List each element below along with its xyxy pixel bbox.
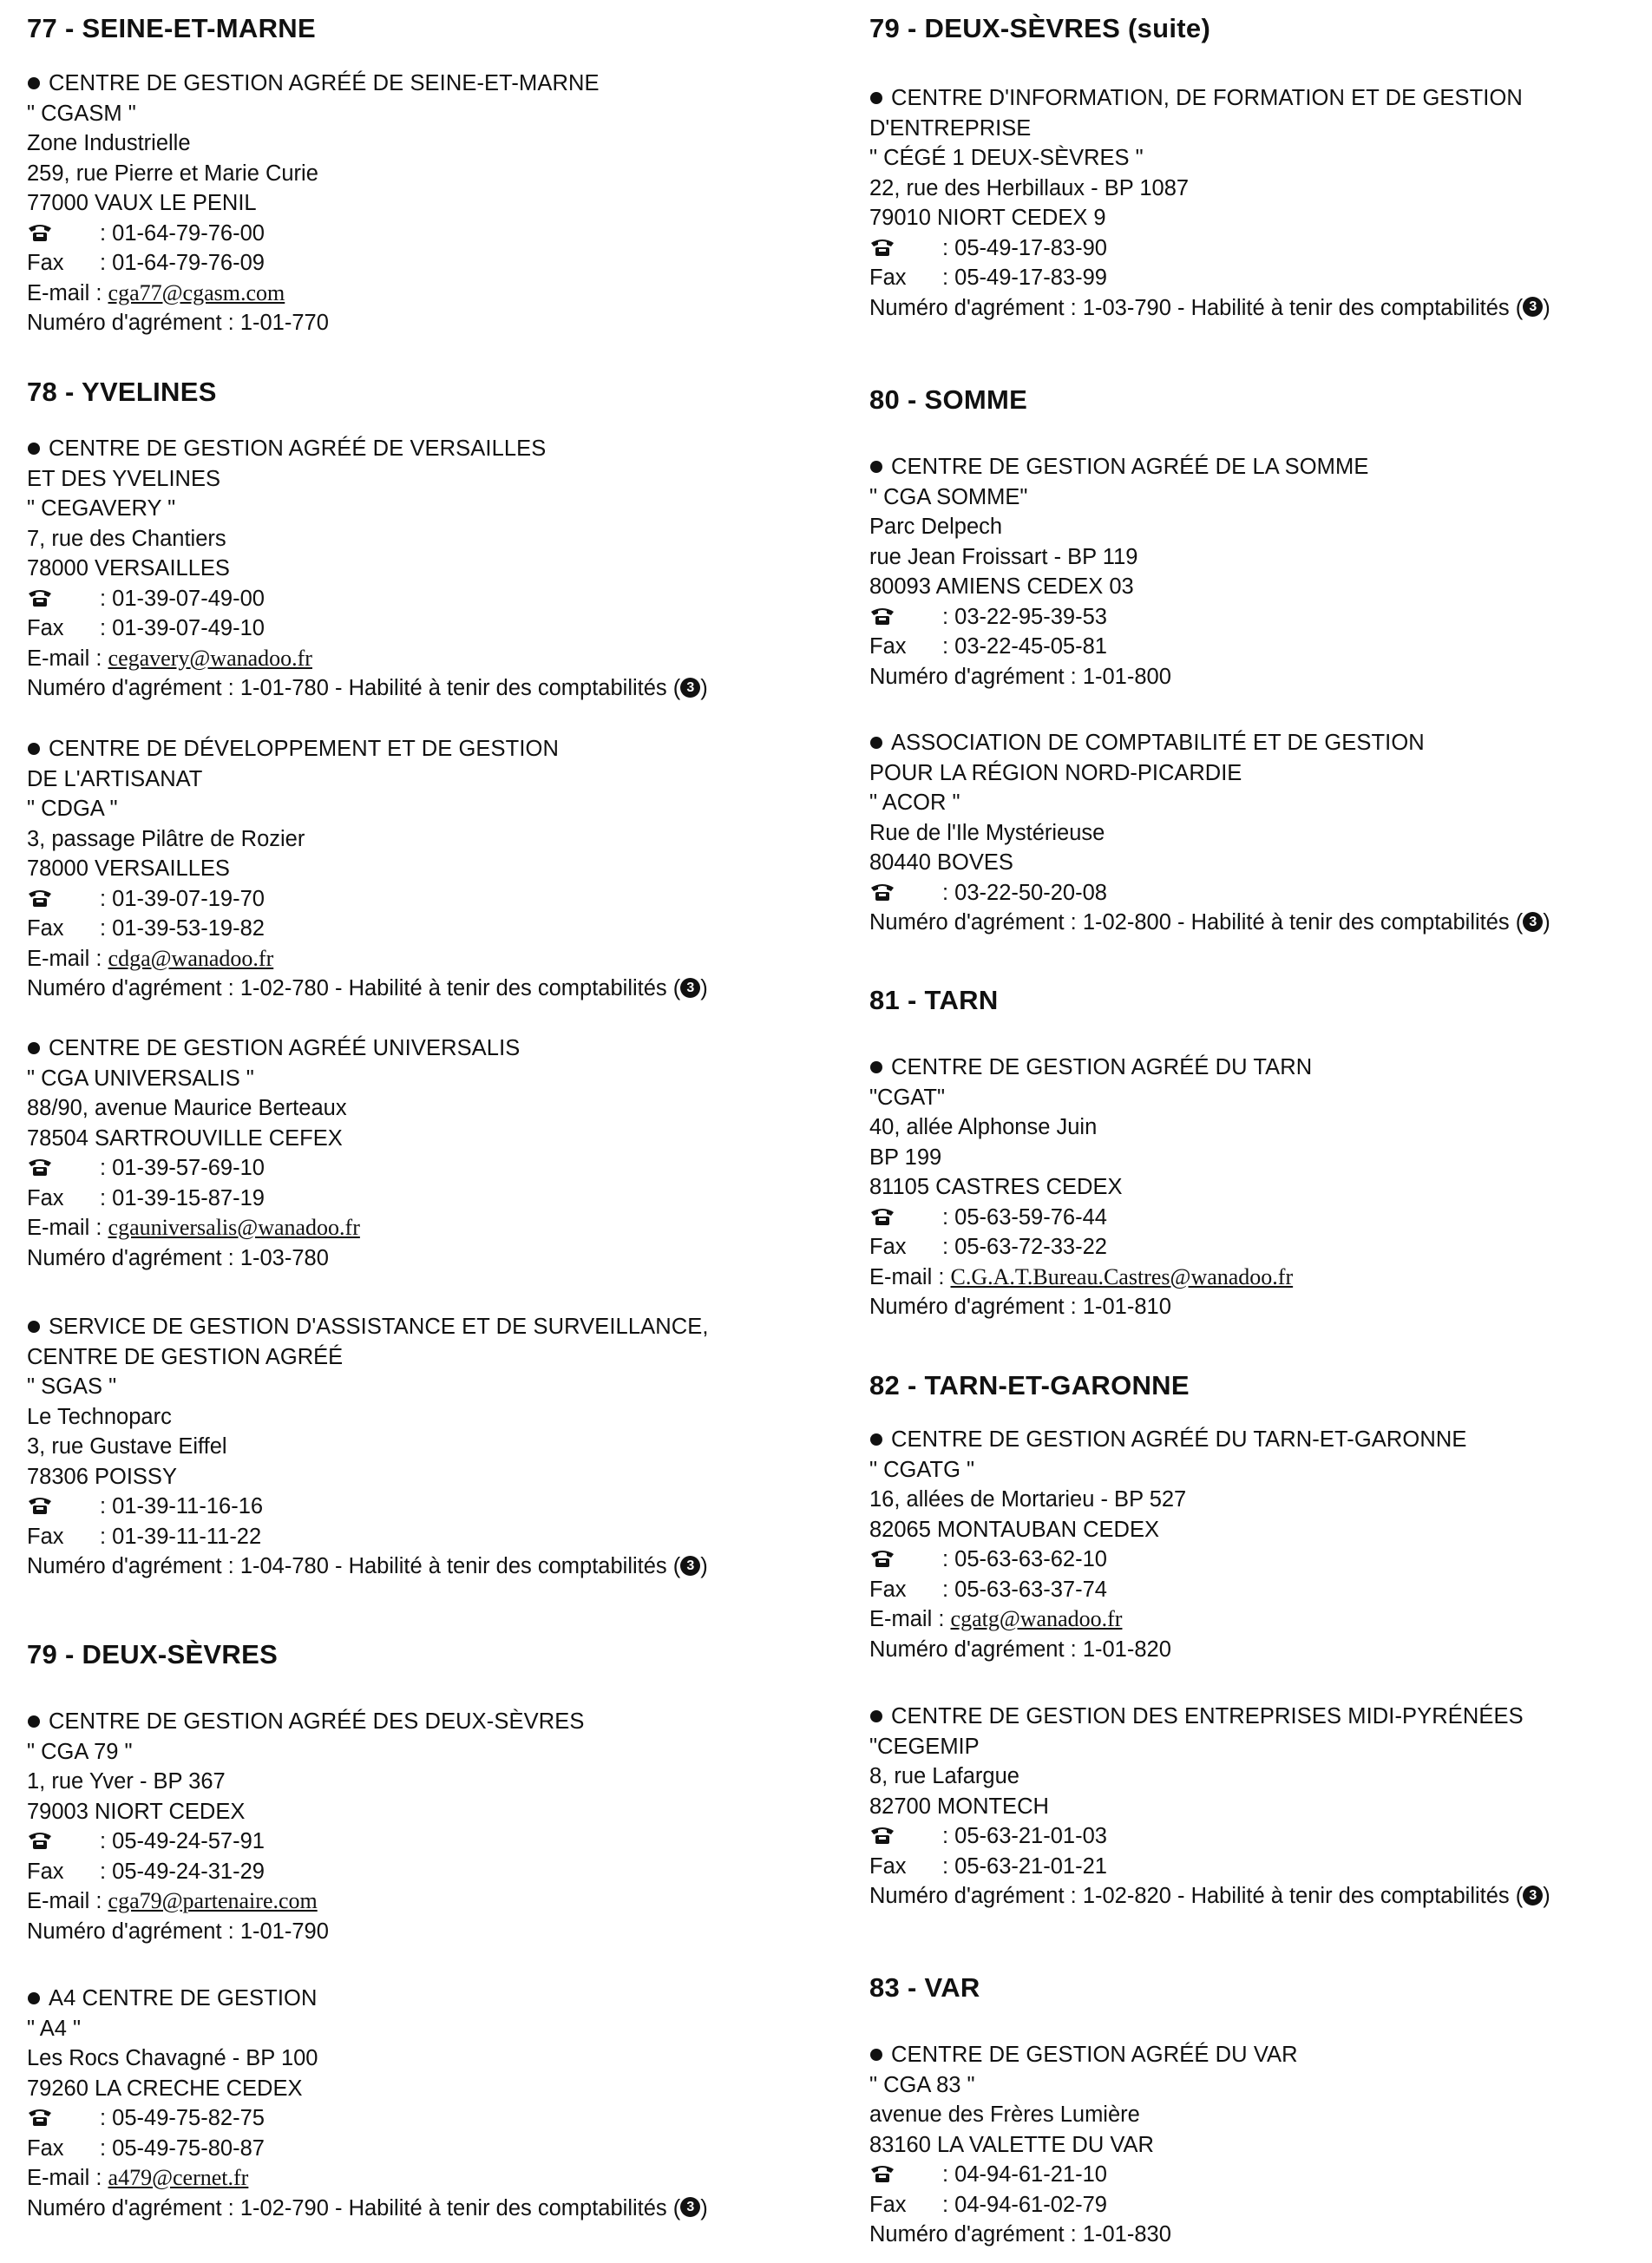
bullet-icon	[870, 1710, 882, 1722]
entry-abbreviation: " ACOR "	[869, 790, 960, 815]
entry-name: CENTRE DE GESTION AGRÉÉ DU TARN-ET-GARONNE	[891, 1427, 1467, 1452]
city-line: 78000 VERSAILLES	[27, 856, 230, 881]
telephone-icon	[869, 2164, 895, 2183]
address-line: Les Rocs Chavagné - BP 100	[27, 2046, 318, 2070]
section-79-suite	[869, 12, 1210, 45]
telephone-icon	[27, 588, 53, 607]
entry-cegemip: CENTRE DE GESTION DES ENTREPRISES MIDI-PYRÉNÉES "CEGEMIP 8, rue Lafargue 82700 MONTECH : 05-63-21-01-03 Fax : 05-63-21-01-21 Numéro d'agrément : 1-02-820 - Habilité à tenir des comptabilités ( 3 )	[869, 1704, 1550, 1908]
entry-abbreviation: "CEGEMIP	[869, 1734, 980, 1759]
department-heading: 83 - VAR	[869, 1972, 980, 2003]
agrement-label: Numéro d'agrément :	[27, 676, 234, 700]
habilite-text: Habilité à tenir des comptabilités	[348, 2195, 667, 2220]
email-link[interactable]: cegavery@wanadoo.fr	[108, 645, 312, 671]
email-link[interactable]: a479@cernet.fr	[108, 2165, 249, 2190]
city-line: 78000 VERSAILLES	[27, 556, 230, 581]
entry-abbreviation: "CGAT"	[869, 1085, 946, 1110]
entry-abbreviation: " CGASM "	[27, 101, 136, 126]
agrement-label: Numéro d'agrément :	[869, 2222, 1077, 2247]
telephone-number: : 01-39-11-16-16	[100, 1494, 264, 1519]
habilite-text: Habilité à tenir des comptabilités	[1190, 1884, 1510, 1908]
entry-abbreviation: " CDGA "	[27, 797, 118, 821]
entry-abbreviation: " SGAS "	[27, 1374, 117, 1399]
city-line: 80440 BOVES	[869, 850, 1013, 875]
entry-abbreviation: " CÉGÉ 1 DEUX-SÈVRES "	[869, 146, 1144, 170]
habilite-text: Habilité à tenir des comptabilités	[348, 676, 667, 700]
address-line: avenue des Frères Lumière	[869, 2102, 1140, 2127]
fax-number: : 05-49-75-80-87	[100, 2135, 265, 2161]
entry-name: CENTRE DE GESTION AGRÉÉ DE VERSAILLES	[49, 436, 547, 461]
entry-name-continued: ET DES YVELINES	[27, 466, 220, 491]
fax-number: : 04-94-61-02-79	[942, 2192, 1107, 2217]
agrement-label: Numéro d'agrément :	[27, 1245, 234, 1270]
entry-cgasm	[27, 69, 600, 338]
bullet-icon	[870, 737, 882, 749]
habilite-text: Habilité à tenir des comptabilités	[348, 976, 667, 1000]
department-heading: 82 - TARN-ET-GARONNE	[869, 1370, 1190, 1400]
telephone-icon	[869, 1549, 895, 1568]
entry-name: ASSOCIATION DE COMPTABILITÉ ET DE GESTION	[891, 731, 1425, 755]
agrement-number: 1-01-820	[1082, 1637, 1171, 1662]
agrement-number: 1-03-780	[239, 1245, 329, 1270]
address-line: 8, rue Lafargue	[869, 1764, 1019, 1788]
habilite-text: Habilité à tenir des comptabilités	[1190, 295, 1510, 320]
agrement-label: Numéro d'agrément :	[869, 1884, 1077, 1908]
entry-name: SERVICE DE GESTION D'ASSISTANCE ET DE SURVEILLANCE,	[49, 1315, 709, 1339]
telephone-number: : 03-22-95-39-53	[942, 604, 1107, 629]
bullet-icon	[870, 92, 882, 104]
entry-abbreviation: " CGA 79 "	[27, 1739, 133, 1764]
agrement-label: Numéro d'agrément :	[27, 311, 234, 335]
agrement-number: 1-04-780 -	[239, 1554, 343, 1578]
entry-cga-universalis	[27, 1033, 520, 1273]
agrement-label: Numéro d'agrément :	[869, 1295, 1077, 1319]
fax-label: Fax	[869, 266, 907, 290]
email-label: E-mail :	[27, 2166, 102, 2190]
telephone-icon	[869, 1826, 895, 1845]
city-line: 82700 MONTECH	[869, 1794, 1049, 1819]
fax-number: : 01-39-53-19-82	[100, 916, 265, 941]
fax-label: Fax	[27, 1185, 64, 1210]
email-link[interactable]: cgatg@wanadoo.fr	[950, 1606, 1123, 1631]
entry-name: CENTRE D'INFORMATION, DE FORMATION ET DE GESTION	[891, 86, 1523, 110]
agrement-number: 1-02-820 -	[1082, 1884, 1185, 1908]
address-line: 40, allée Alphonse Juin	[869, 1115, 1098, 1139]
entry-abbreviation: " CGA 83 "	[869, 2072, 975, 2097]
section-78	[27, 376, 217, 409]
entry-acor: ASSOCIATION DE COMPTABILITÉ ET DE GESTION POUR LA RÉGION NORD-PICARDIE " ACOR " Rue de l'Ile Mystérieuse 80440 BOVES : 03-22-50-20-08 Numéro d'agrément : 1-02-800 - Habilité à tenir des comptabilités ( 3 )	[869, 731, 1550, 935]
address-line: rue Jean Froissart - BP 119	[869, 544, 1138, 569]
telephone-icon	[27, 1496, 53, 1515]
email-label: E-mail :	[27, 280, 102, 305]
section-82	[869, 1369, 1190, 1402]
entry-a4: A4 CENTRE DE GESTION " A4 " Les Rocs Chavagné - BP 100 79260 LA CRECHE CEDEX : 05-49-75-82-75 Fax : 05-49-75-80-87 E-mail : a479@cernet.fr Numéro d'agrément : 1-02-790 - Habilité à tenir des comptabilités ( 3 )	[27, 1986, 708, 2220]
agrement-number: 1-02-780 -	[239, 976, 343, 1000]
telephone-number: : 01-39-57-69-10	[100, 1156, 265, 1180]
telephone-number: : 03-22-50-20-08	[942, 880, 1107, 905]
telephone-icon	[27, 889, 53, 908]
telephone-number: : 01-64-79-76-00	[100, 220, 265, 246]
address-line: Zone Industrielle	[27, 131, 191, 155]
circled-number-badge: 3	[680, 978, 700, 998]
fax-label: Fax	[27, 616, 64, 640]
fax-label: Fax	[27, 2135, 64, 2161]
fax-number: : 05-49-17-83-99	[942, 266, 1107, 290]
email-link[interactable]: cga77@cgasm.com	[108, 279, 285, 305]
telephone-icon	[869, 607, 895, 626]
bullet-icon	[28, 743, 40, 755]
telephone-icon	[27, 1831, 53, 1850]
agrement-label: Numéro d'agrément :	[869, 295, 1077, 320]
bullet-icon	[870, 461, 882, 473]
entry-name: CENTRE DE DÉVELOPPEMENT ET DE GESTION	[49, 737, 559, 761]
bullet-icon	[28, 1715, 40, 1728]
fax-number: : 01-39-07-49-10	[100, 616, 265, 640]
agrement-label: Numéro d'agrément :	[869, 1637, 1077, 1662]
address-line: 259, rue Pierre et Marie Curie	[27, 161, 318, 186]
agrement-number: 1-02-800 -	[1082, 910, 1185, 935]
entry-name: CENTRE DE GESTION AGRÉÉ DU TARN	[891, 1055, 1313, 1079]
telephone-number: : 01-39-07-19-70	[100, 886, 265, 911]
address-line: 3, rue Gustave Eiffel	[27, 1434, 227, 1459]
telephone-icon	[27, 2108, 53, 2127]
address-line: 88/90, avenue Maurice Berteaux	[27, 1096, 347, 1120]
telephone-icon	[869, 238, 895, 257]
fax-number: : 03-22-45-05-81	[942, 634, 1107, 659]
entry-cegavery: CENTRE DE GESTION AGRÉÉ DE VERSAILLES ET DES YVELINES " CEGAVERY " 7, rue des Chantiers 78000 VERSAILLES : 01-39-07-49-00 Fax : 01-39-07-49-10 E-mail : cegavery@wanadoo.fr Numéro d'agrément : 1-01-780 - Habilité à tenir des comptabilités ( 3 )	[27, 436, 708, 700]
telephone-icon	[27, 223, 53, 242]
entry-name: CENTRE DE GESTION AGRÉÉ DE SEINE-ET-MARNE	[49, 71, 600, 95]
circled-number-badge: 3	[1523, 297, 1543, 317]
address-line: Parc Delpech	[869, 515, 1003, 539]
entry-name: CENTRE DE GESTION AGRÉÉ DE LA SOMME	[891, 455, 1369, 479]
telephone-number: : 05-49-17-83-90	[942, 235, 1107, 260]
entry-abbreviation: " CGA SOMME"	[869, 484, 1028, 509]
address-line: 3, passage Pilâtre de Rozier	[27, 826, 305, 851]
entry-cdga: CENTRE DE DÉVELOPPEMENT ET DE GESTION DE L'ARTISANAT " CDGA " 3, passage Pilâtre de Rozier 78000 VERSAILLES : 01-39-07-19-70 Fax : 01-39-53-19-82 E-mail : cdga@wanadoo.fr Numéro d'agrément : 1-02-780 - Habilité à tenir des comptabilités ( 3 )	[27, 737, 708, 1000]
bullet-icon	[870, 1061, 882, 1073]
city-line: 79010 NIORT CEDEX 9	[869, 206, 1106, 230]
email-label: E-mail :	[27, 646, 102, 671]
entry-cga83	[869, 2040, 1298, 2250]
email-link[interactable]: cdga@wanadoo.fr	[108, 945, 274, 971]
fax-label: Fax	[27, 916, 64, 941]
fax-number: : 05-63-21-01-21	[942, 1853, 1107, 1879]
email-label: E-mail :	[869, 1264, 945, 1289]
address-line: Le Technoparc	[27, 1404, 172, 1429]
fax-label: Fax	[869, 1235, 907, 1259]
fax-label: Fax	[27, 1859, 64, 1884]
telephone-number: : 05-63-59-76-44	[942, 1204, 1107, 1230]
section-83	[869, 1971, 980, 2004]
city-line: 80093 AMIENS CEDEX 03	[869, 574, 1134, 599]
agrement-number: 1-01-810	[1082, 1295, 1171, 1319]
city-line: 82065 MONTAUBAN CEDEX	[869, 1517, 1159, 1542]
circled-number-badge: 3	[680, 1556, 700, 1576]
telephone-number: : 01-39-07-49-00	[100, 586, 265, 611]
circled-number-badge: 3	[680, 678, 700, 698]
email-label: E-mail :	[869, 1607, 945, 1631]
entry-cgat	[869, 1053, 1312, 1322]
address-line: 7, rue des Chantiers	[27, 526, 226, 551]
email-link[interactable]: cgauniversalis@wanadoo.fr	[108, 1215, 360, 1240]
address-line: 16, allées de Mortarieu - BP 527	[869, 1487, 1187, 1512]
fax-number: : 01-64-79-76-09	[100, 251, 265, 275]
bullet-icon	[28, 1042, 40, 1054]
agrement-label: Numéro d'agrément :	[869, 910, 1077, 935]
address-line: BP 199	[869, 1145, 942, 1170]
email-link[interactable]: cga79@partenaire.com	[108, 1888, 318, 1913]
fax-label: Fax	[869, 1853, 907, 1879]
entry-cgatg	[869, 1425, 1467, 1664]
fax-number: : 05-63-72-33-22	[942, 1235, 1107, 1259]
agrement-number: 1-01-830	[1082, 2222, 1171, 2247]
agrement-label: Numéro d'agrément :	[27, 976, 234, 1000]
entry-name: CENTRE DE GESTION AGRÉÉ DES DEUX-SÈVRES	[49, 1709, 585, 1734]
entry-abbreviation: " CGATG "	[869, 1457, 975, 1482]
section-81	[869, 984, 999, 1017]
telephone-number: : 05-63-63-62-10	[942, 1547, 1107, 1571]
address-line: Rue de l'Ile Mystérieuse	[869, 820, 1105, 845]
habilite-text: Habilité à tenir des comptabilités	[348, 1554, 667, 1578]
telephone-icon	[869, 1207, 895, 1226]
agrement-label: Numéro d'agrément :	[27, 1919, 234, 1944]
entry-cege1: CENTRE D'INFORMATION, DE FORMATION ET DE GESTION D'ENTREPRISE " CÉGÉ 1 DEUX-SÈVRES " 22, rue des Herbillaux - BP 1087 79010 NIORT CEDEX 9 : 05-49-17-83-90 Fax : 05-49-17-83-99 Numéro d'agrément : 1-03-790 - Habilité à tenir des comptabilités ( 3 )	[869, 86, 1550, 320]
agrement-number: 1-01-780 -	[239, 676, 343, 700]
address-line: 1, rue Yver - BP 367	[27, 1769, 226, 1794]
telephone-number: : 05-49-75-82-75	[100, 2106, 265, 2130]
city-line: 79260 LA CRECHE CEDEX	[27, 2076, 303, 2101]
address-line: 22, rue des Herbillaux - BP 1087	[869, 175, 1190, 200]
telephone-icon	[869, 882, 895, 902]
fax-label: Fax	[27, 1524, 64, 1549]
section-79	[27, 1638, 278, 1671]
habilite-text: Habilité à tenir des comptabilités	[1190, 910, 1510, 935]
bullet-icon	[870, 1433, 882, 1446]
telephone-number: : 04-94-61-21-10	[942, 2162, 1107, 2187]
agrement-number: 1-01-800	[1082, 664, 1171, 689]
entry-name-continued: D'ENTREPRISE	[869, 115, 1032, 141]
circled-number-badge: 3	[680, 2197, 700, 2217]
bullet-icon	[28, 1321, 40, 1333]
email-label: E-mail :	[27, 946, 102, 971]
entry-cga-somme	[869, 452, 1368, 692]
entry-name: CENTRE DE GESTION AGRÉÉ UNIVERSALIS	[49, 1036, 521, 1060]
department-heading: 79 - DEUX-SÈVRES	[27, 1639, 279, 1669]
entry-name: CENTRE DE GESTION DES ENTREPRISES MIDI-PYRÉNÉES	[891, 1704, 1524, 1728]
agrement-number: 1-01-770	[239, 311, 329, 335]
fax-number: : 01-39-11-11-22	[100, 1524, 262, 1549]
entry-abbreviation: " CGA UNIVERSALIS "	[27, 1066, 254, 1091]
fax-number: : 01-39-15-87-19	[100, 1185, 265, 1210]
agrement-label: Numéro d'agrément :	[27, 2195, 234, 2220]
entry-name-continued: DE L'ARTISANAT	[27, 766, 203, 791]
section-80	[869, 384, 1027, 417]
city-line: 78306 POISSY	[27, 1464, 177, 1489]
agrement-label: Numéro d'agrément :	[27, 1554, 234, 1578]
entry-abbreviation: " CEGAVERY "	[27, 496, 176, 521]
city-line: 78504 SARTROUVILLE CEFEX	[27, 1125, 343, 1151]
agrement-number: 1-01-790	[239, 1919, 329, 1944]
department-heading: 80 - SOMME	[869, 384, 1028, 415]
department-heading: 79 - DEUX-SÈVRES (suite)	[869, 13, 1211, 43]
city-line: 81105 CASTRES CEDEX	[869, 1175, 1123, 1199]
fax-number: : 05-63-63-37-74	[942, 1577, 1107, 1602]
email-link[interactable]: C.G.A.T.Bureau.Castres@wanadoo.fr	[950, 1263, 1294, 1289]
entry-abbreviation: " A4 "	[27, 2016, 82, 2041]
entry-sgas: SERVICE DE GESTION D'ASSISTANCE ET DE SURVEILLANCE, CENTRE DE GESTION AGRÉÉ " SGAS " Le Technoparc 3, rue Gustave Eiffel 78306 POISSY : 01-39-11-16-16 Fax : 01-39-11-11-22 Numéro d'agrément : 1-04-780 - Habilité à tenir des comptabilités ( 3 )	[27, 1315, 709, 1578]
email-label: E-mail :	[27, 1889, 102, 1913]
department-heading: 77 - SEINE-ET-MARNE	[27, 13, 316, 43]
entry-name: A4 CENTRE DE GESTION	[49, 1986, 318, 2010]
department-heading: 78 - YVELINES	[27, 377, 217, 407]
agrement-label: Numéro d'agrément :	[869, 664, 1077, 689]
bullet-icon	[28, 443, 40, 455]
agrement-number: 1-02-790 -	[239, 2195, 343, 2220]
city-line: 83160 LA VALETTE DU VAR	[869, 2132, 1154, 2157]
fax-number: : 05-49-24-31-29	[100, 1859, 265, 1884]
bullet-icon	[28, 1992, 40, 2004]
entry-name-continued: POUR LA RÉGION NORD-PICARDIE	[869, 760, 1242, 785]
bullet-icon	[28, 77, 40, 89]
bullet-icon	[870, 2049, 882, 2061]
city-line: 79003 NIORT CEDEX	[27, 1799, 246, 1824]
telephone-icon	[27, 1158, 53, 1177]
fax-label: Fax	[869, 2192, 907, 2217]
fax-label: Fax	[869, 634, 907, 659]
entry-name: CENTRE DE GESTION AGRÉÉ DU VAR	[891, 2043, 1298, 2067]
entry-name-continued: CENTRE DE GESTION AGRÉÉ	[27, 1344, 344, 1369]
telephone-number: : 05-49-24-57-91	[100, 1829, 265, 1853]
agrement-number: 1-03-790 -	[1082, 295, 1185, 320]
email-label: E-mail :	[27, 1216, 102, 1240]
fax-label: Fax	[869, 1577, 907, 1602]
city-line: 77000 VAUX LE PENIL	[27, 191, 257, 215]
department-heading: 81 - TARN	[869, 985, 999, 1015]
fax-label: Fax	[27, 251, 64, 275]
entry-cga79	[27, 1707, 584, 1946]
circled-number-badge: 3	[1523, 912, 1543, 932]
circled-number-badge: 3	[1523, 1886, 1543, 1906]
telephone-number: : 05-63-21-01-03	[942, 1824, 1107, 1848]
section-77	[27, 12, 316, 45]
